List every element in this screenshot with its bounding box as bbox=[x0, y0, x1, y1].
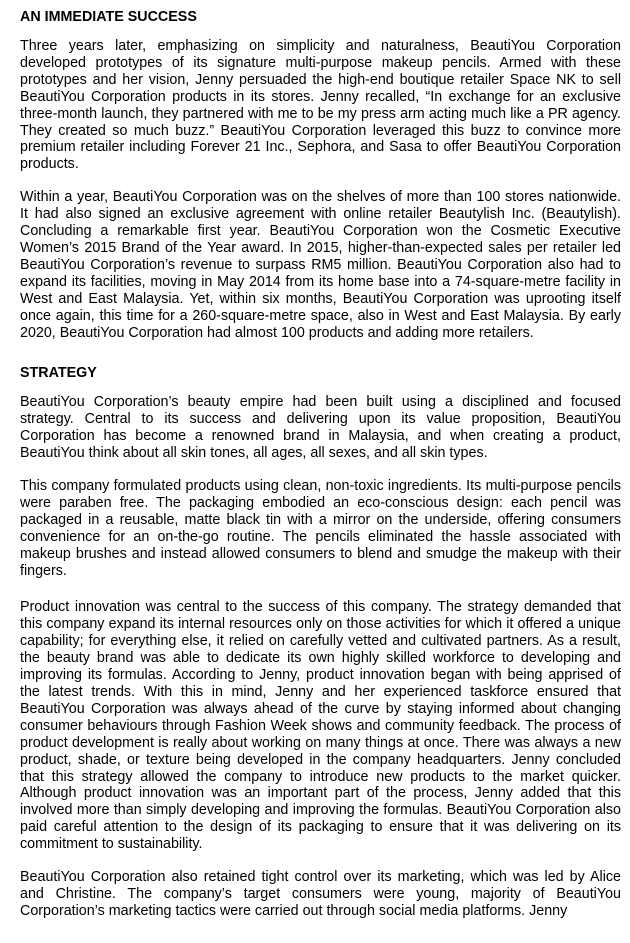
paragraph: This company formulated products using clean, non-toxic ingredients. Its multi-purpose pencils were paraben free. The packaging embodied an eco-conscious design: each pencil was packaged in a reusable, matte black tin with a mirror on the underside, offering consumers convenience for an on-the-go routine. The pencils eliminated the hassle associated with makeup brushes and instead allowed consumers to blend and smudge the makeup with their fingers. bbox=[20, 478, 621, 579]
paragraph: Within a year, BeautiYou Corporation was on the shelves of more than 100 stores nationwide. It had also signed an exclusive agreement with online retailer Beautylish Inc. (Beautylish). Concluding a remarkable first year. BeautiYou Corporation won the Cosmetic Executive Women’s 2015 Brand of the Year award. In 2015, higher-than-expected sales per retailer led BeautiYou Corporation’s revenue to surpass RM5 million. BeautiYou Corporation also had to expand its facilities, moving in May 2014 from its home base into a 74-square-metre facility in West and East Malaysia. Yet, within six months, BeautiYou Corporation was uprooting itself once again, this time for a 260-square-metre space, also in West and East Malaysia. By early 2020, BeautiYou Corporation had almost 100 products and adding more retailers. bbox=[20, 189, 621, 341]
paragraph: Product innovation was central to the success of this company. The strategy demanded that this company expand its internal resources only on those activities for which it offered a unique capability; for everything else, it relied on carefully vetted and cultivated partners. As a result, the beauty brand was able to dedicate its own highly skilled workforce to developing and improving its formulas. According to Jenny, product innovation began with being apprised of the latest trends. With this in mind, Jenny and her experienced taskforce ensured that BeautiYou Corporation was always ahead of the curve by staying informed about changing consumer behaviours through Fashion Week shows and community feedback. The process of product development is really about working on many things at once. There was always a new product, shade, or texture being developed in the company headquarters. Jenny concluded that this strategy allowed the company to introduce new products to the market quicker. Although product innovation was an important part of the process, Jenny added that this involved more than simply developing and improving the formulas. BeautiYou Corporation also paid careful attention to the design of its packaging to ensure that it was delivering on its commitment to sustainability. bbox=[20, 599, 621, 853]
section-heading-immediate-success: AN IMMEDIATE SUCCESS bbox=[20, 9, 197, 25]
paragraph: BeautiYou Corporation’s beauty empire had been built using a disciplined and focused strategy. Central to its success and delivering upon its value proposition, BeautiYou Corporation has become a renowned brand in Malaysia, and when creating a product, BeautiYou think about all skin tones, all ages, all sexes, and all skin types. bbox=[20, 394, 621, 462]
section-heading-strategy: STRATEGY bbox=[20, 365, 97, 382]
paragraph: BeautiYou Corporation also retained tight control over its marketing, which was led by Alice and Christine. The company’s target consumers were young, majority of BeautiYou Corporation’s marketing tactics were carried out through social media platforms. Jenny bbox=[20, 869, 621, 919]
document-page bbox=[20, 9, 621, 920]
paragraph: Three years later, emphasizing on simplicity and naturalness, BeautiYou Corporation developed prototypes of its signature multi-purpose makeup pencils. Armed with these prototypes and her vision, Jenny persuaded the high-end boutique retailer Space NK to sell BeautiYou Corporation products in its stores. Jenny recalled, “In exchange for an exclusive three-month launch, they partnered with me to be my press arm acting much like a PR agency. They created so much buzz.” BeautiYou Corporation leveraged this buzz to convince more premium retailer including Forever 21 Inc., Sephora, and Sasa to offer BeautiYou Corporation products. bbox=[20, 38, 621, 173]
